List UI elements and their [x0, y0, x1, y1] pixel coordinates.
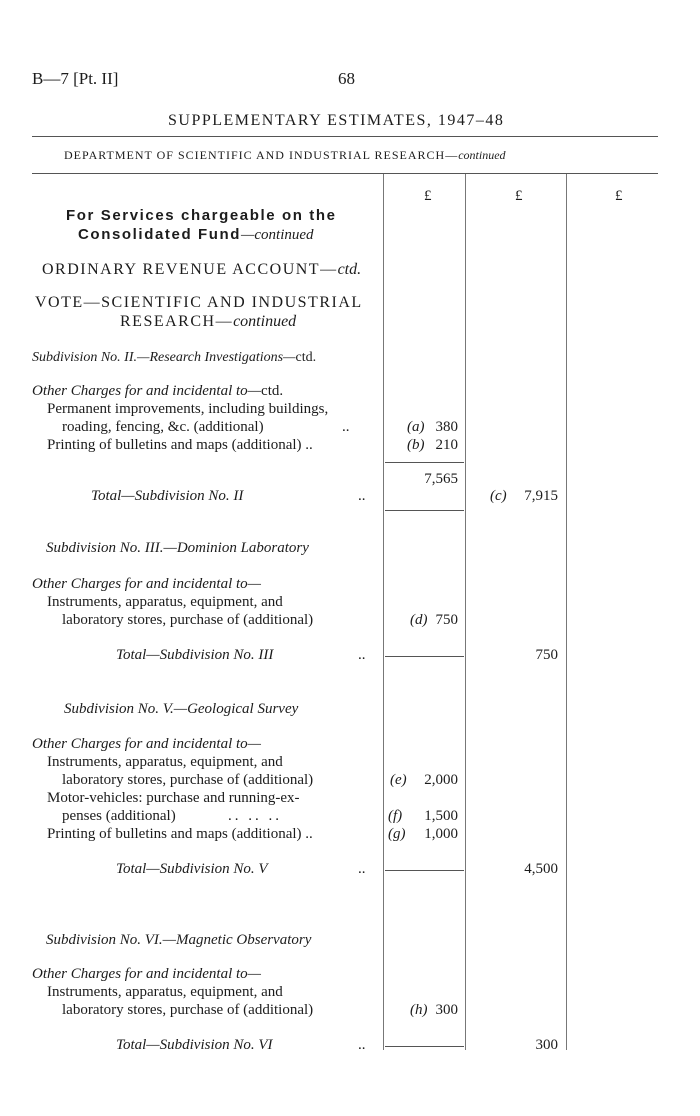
subdivision-2-total-amount: 7,915: [524, 488, 558, 504]
subdivision-6-item-1-line1: Instruments, apparatus, equipment, and: [47, 984, 283, 1000]
column-header-2: £: [515, 188, 523, 204]
subdivision-5-item-2-ref: (f): [388, 808, 403, 824]
subdivision-5-item-2-line1: Motor-vehicles: purchase and running-ex-: [47, 790, 300, 806]
subdivision-5-item-3-amount: 1,000: [424, 826, 458, 842]
account-label: ORDINARY REVENUE ACCOUNT—: [42, 261, 338, 278]
department-heading: [64, 148, 506, 163]
subdivision-2-total-leader: ..: [358, 488, 366, 504]
subdivision-2-item-1-line1: Permanent improvements, including buildings,: [47, 401, 329, 417]
subdivision-5-item-3-ref: (g): [388, 826, 406, 842]
services-suffix: —continued: [241, 227, 314, 243]
subdivision-3-item-1-ref: (d): [410, 612, 428, 628]
subdivision-2-item-2-label: Printing of bulletins and maps (additional) ..: [47, 437, 313, 453]
subdivision-5-heading: Subdivision No. V.—Geological Survey: [64, 701, 299, 717]
subdivision-2-item-2-amount: 210: [435, 437, 458, 453]
title-rule: [32, 136, 658, 137]
subdivision-2-title: Subdivision No. II.—Research Investigations—: [32, 350, 296, 365]
table-top-rule: [32, 173, 658, 174]
subdivision-2-other-charges: [32, 383, 283, 400]
other-charges-label: Other Charges for and incidental to—: [32, 383, 262, 399]
vote-heading-line2: [120, 313, 296, 330]
subdivision-6-heading: Subdivision No. VI.—Magnetic Observatory: [46, 932, 312, 948]
column-divider-1: [383, 174, 384, 1050]
vote-heading-line1: VOTE—SCIENTIFIC AND INDUSTRIAL: [35, 294, 363, 311]
vote-label: RESEARCH—: [120, 313, 234, 330]
subdivision-5-item-1-ref: (e): [390, 772, 407, 788]
subdivision-2-total-ref: (c): [490, 488, 507, 504]
column-divider-3: [566, 174, 567, 1050]
subdivision-5-item-3-label: Printing of bulletins and maps (additional) ..: [47, 826, 313, 842]
account-suffix: ctd.: [337, 261, 362, 278]
vote-suffix: continued: [233, 313, 297, 330]
account-heading: [42, 261, 361, 278]
subdivision-6-other-charges: Other Charges for and incidental to—: [32, 966, 262, 982]
subdivision-5-item-2-amount: 1,500: [424, 808, 458, 824]
subdivision-2-item-1-line2: roading, fencing, &c. (additional): [62, 419, 264, 435]
subdivision-3-total-label: Total—Subdivision No. III: [116, 647, 274, 663]
subdivision-3-item-1-line1: Instruments, apparatus, equipment, and: [47, 594, 283, 610]
subdivision-3-total-leader: ..: [358, 647, 366, 663]
subdivision-5-total-leader: ..: [358, 861, 366, 877]
subdivision-2-item-1-leader: ..: [342, 419, 350, 435]
department-suffix: continued: [458, 148, 506, 162]
subdivision-5-item-2-line2: penses (additional): [62, 808, 176, 824]
subdivision-6-total-amount: 300: [535, 1037, 558, 1053]
services-heading-line1: For Services chargeable on the: [66, 207, 337, 224]
subdivision-6-total-rule: [385, 1046, 464, 1047]
subdivision-6-item-1-ref: (h): [410, 1002, 428, 1018]
department-name: DEPARTMENT OF SCIENTIFIC AND INDUSTRIAL RESEARCH—: [64, 148, 459, 162]
column-divider-2: [465, 174, 466, 1050]
subdivision-5-item-1-amount: 2,000: [424, 772, 458, 788]
subdivision-5-total-label: Total—Subdivision No. V: [116, 861, 268, 877]
subdivision-6-total-leader: ..: [358, 1037, 366, 1053]
subdivision-3-other-charges: Other Charges for and incidental to—: [32, 576, 262, 592]
subdivision-3-item-1-line2: laboratory stores, purchase of (additional): [62, 612, 314, 628]
column-header-3: £: [615, 188, 623, 204]
subdivision-6-total-label: Total—Subdivision No. VI: [116, 1037, 273, 1053]
subdivision-3-total-rule: [385, 656, 464, 657]
subdivision-2-heading: [32, 349, 316, 366]
part-reference: B—7 [Pt. II]: [32, 69, 119, 88]
subdivision-2-total-label: Total—Subdivision No. II: [91, 488, 244, 504]
subdivision-5-total-rule: [385, 870, 464, 871]
subdivision-2-subtotal: 7,565: [424, 471, 458, 487]
page-number: 68: [338, 69, 355, 88]
subdivision-6-item-1-amount: 300: [435, 1002, 458, 1018]
other-charges-suffix: ctd.: [261, 383, 284, 399]
subdivision-2-item-1-ref: (a): [407, 419, 425, 435]
services-fund-name: Consolidated Fund: [78, 226, 242, 243]
column-header-1: £: [424, 188, 432, 204]
subdivision-2-item-1-amount: 380: [435, 419, 458, 435]
subdivision-5-item-2-leader: .. .. ..: [228, 808, 282, 824]
subdivision-5-item-1-line1: Instruments, apparatus, equipment, and: [47, 754, 283, 770]
subdivision-5-item-1-line2: laboratory stores, purchase of (additional): [62, 772, 314, 788]
services-heading-line2: [78, 226, 314, 244]
subdivision-2-suffix: ctd.: [295, 350, 317, 365]
subdivision-2-item-2-ref: (b): [407, 437, 425, 453]
subdivision-3-heading: Subdivision No. III.—Dominion Laboratory: [46, 540, 309, 556]
subdivision-6-item-1-line2: laboratory stores, purchase of (additional): [62, 1002, 314, 1018]
subdivision-2-sum-rule: [385, 462, 464, 463]
subdivision-5-total-amount: 4,500: [524, 861, 558, 877]
subdivision-3-total-amount: 750: [535, 647, 558, 663]
subdivision-2-total-rule: [385, 510, 464, 511]
page-title: SUPPLEMENTARY ESTIMATES, 1947–48: [168, 112, 505, 129]
subdivision-3-item-1-amount: 750: [435, 612, 458, 628]
subdivision-5-other-charges: Other Charges for and incidental to—: [32, 736, 262, 752]
